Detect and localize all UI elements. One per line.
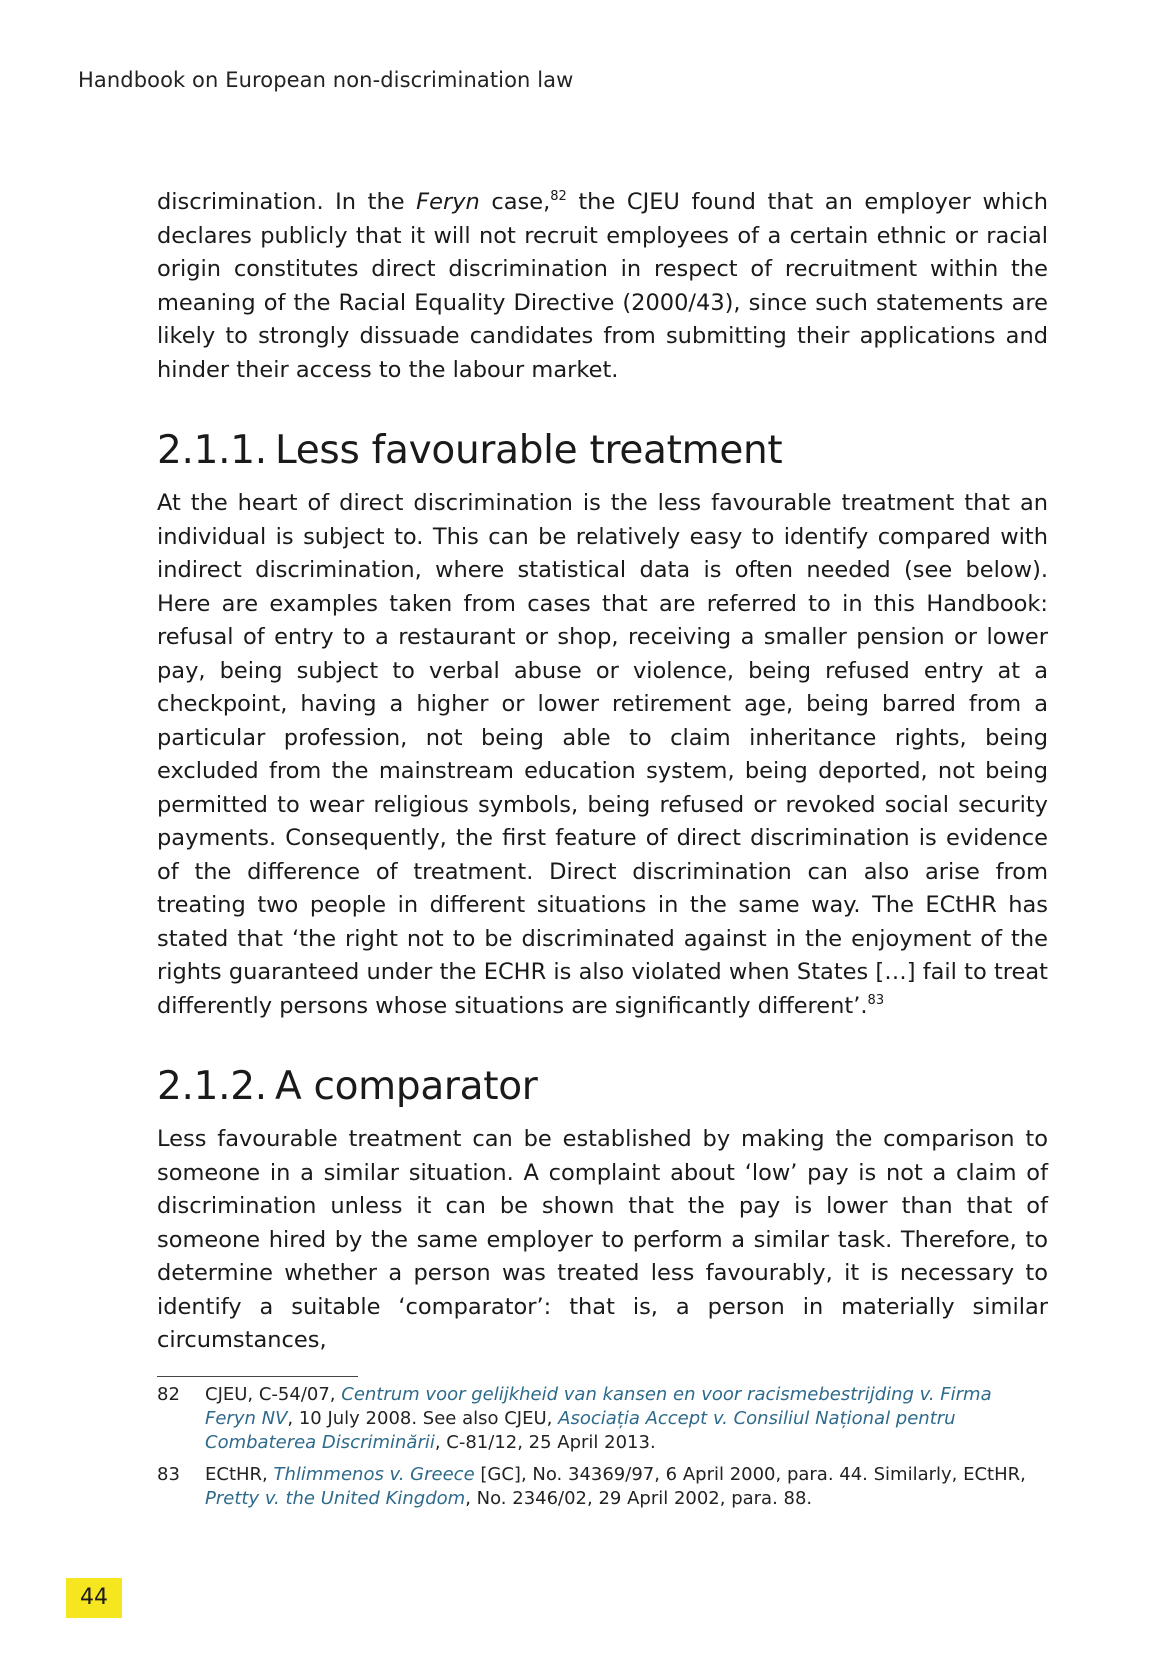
main-content bbox=[157, 186, 1048, 1358]
running-header: Handbook on European non-discrimination law bbox=[78, 68, 574, 92]
section-1-text: At the heart of direct discrimination is the less favourable treatment that an individual is subject to. This can be relatively easy to identify compared with indirect discrimination, where statistical data is often needed (see below). Here are examples taken from cases that are referred to in this Handbook: refusal of entry to a restaurant or shop, receiving a smaller pension or lower pay, being subject to verbal abuse or violence, being refused entry at a checkpoint, having a higher or lower retirement age, being barred from a particular profession, not being able to claim inheritance rights, being excluded from the mainstream education system, being deported, not being permitted to wear religious symbols, being refused or revoked social security payments. Consequently, the first feature of direct discrimination is evidence of the difference of treatment. Direct discrimination can also arise from treating two people in different situations in the same way. The ECtHR has stated that ‘the right not to be discriminated against in the enjoyment of the rights guaranteed under the ECHR is also violated when States […] fail to treat differently persons whose situations are significantly different’. bbox=[157, 490, 1048, 1019]
section-title: Less favourable treatment bbox=[275, 428, 783, 473]
footnote-text bbox=[205, 1463, 1048, 1511]
footnote-post: , No. 2346/02, 29 April 2002, para. 88. bbox=[465, 1488, 813, 1509]
comparator-paragraph: Less favourable treatment can be established by making the comparison to someone in a similar situation. A complaint about ‘low’ pay is not a claim of discrimination unless it can be shown that the pay is lower than that of someone hired by the same employer to perform a similar task. Therefore, to determine whether a person was treated less favourably, it is necessary to identify a suitable ‘comparator’: that is, a person in materially similar circumstances, bbox=[157, 1126, 1048, 1353]
case-name-feryn: Feryn bbox=[416, 189, 480, 215]
footnote-number: 82 bbox=[157, 1384, 180, 1405]
intro-text-a: discrimination. In the bbox=[157, 189, 417, 215]
footnote-divider bbox=[157, 1376, 358, 1377]
footnote-mid: [GC], No. 34369/97, 6 April 2000, para. 44. Similarly, ECtHR, bbox=[474, 1464, 1026, 1485]
case-link-feryn[interactable]: Centrum voor gelijkheid van kansen en voor racismebestrijding v. Firma Feryn NV bbox=[205, 1384, 992, 1429]
footnote-text bbox=[205, 1383, 1048, 1455]
case-link-thlimmenos[interactable]: Thlimmenos v. Greece bbox=[273, 1464, 475, 1485]
case-link-pretty[interactable]: Pretty v. the United Kingdom bbox=[205, 1488, 466, 1509]
less-favourable-paragraph bbox=[157, 487, 1048, 1023]
section-title: A comparator bbox=[275, 1064, 538, 1109]
footnotes bbox=[157, 1383, 1048, 1519]
footnote-82 bbox=[157, 1383, 1048, 1455]
footnote-pre: ECtHR, bbox=[205, 1464, 274, 1485]
footnote-ref-82[interactable]: 82 bbox=[550, 189, 567, 204]
footnote-number: 83 bbox=[157, 1464, 180, 1485]
footnote-83 bbox=[157, 1463, 1048, 1511]
case-link-accept[interactable]: Asociația Accept v. Consiliul Național pentru Combaterea Discriminării bbox=[205, 1408, 956, 1453]
intro-text-c: the CJEU found that an employer which declares publicly that it will not recruit employees of a certain ethnic or racial origin constitutes direct discrimination in respect of recruitment within the meaning of the Racial Equality Directive (2000/43), since such statements are likely to strongly dissuade candidates from submitting their applications and hinder their access to the labour market. bbox=[157, 189, 1049, 383]
section-heading-less-favourable bbox=[157, 427, 1048, 475]
section-number: 2.1.1. bbox=[157, 428, 267, 473]
footnote-post: , C-81/12, 25 April 2013. bbox=[434, 1432, 656, 1453]
footnote-pre: CJEU, C-54/07, bbox=[205, 1384, 342, 1405]
intro-text-b: case, bbox=[479, 189, 551, 215]
footnote-mid: , 10 July 2008. See also CJEU, bbox=[287, 1408, 559, 1429]
intro-paragraph bbox=[157, 186, 1048, 387]
footnote-ref-83[interactable]: 83 bbox=[867, 992, 885, 1008]
section-number: 2.1.2. bbox=[157, 1064, 267, 1109]
section-heading-comparator bbox=[157, 1063, 1048, 1111]
page-number: 44 bbox=[66, 1578, 122, 1618]
